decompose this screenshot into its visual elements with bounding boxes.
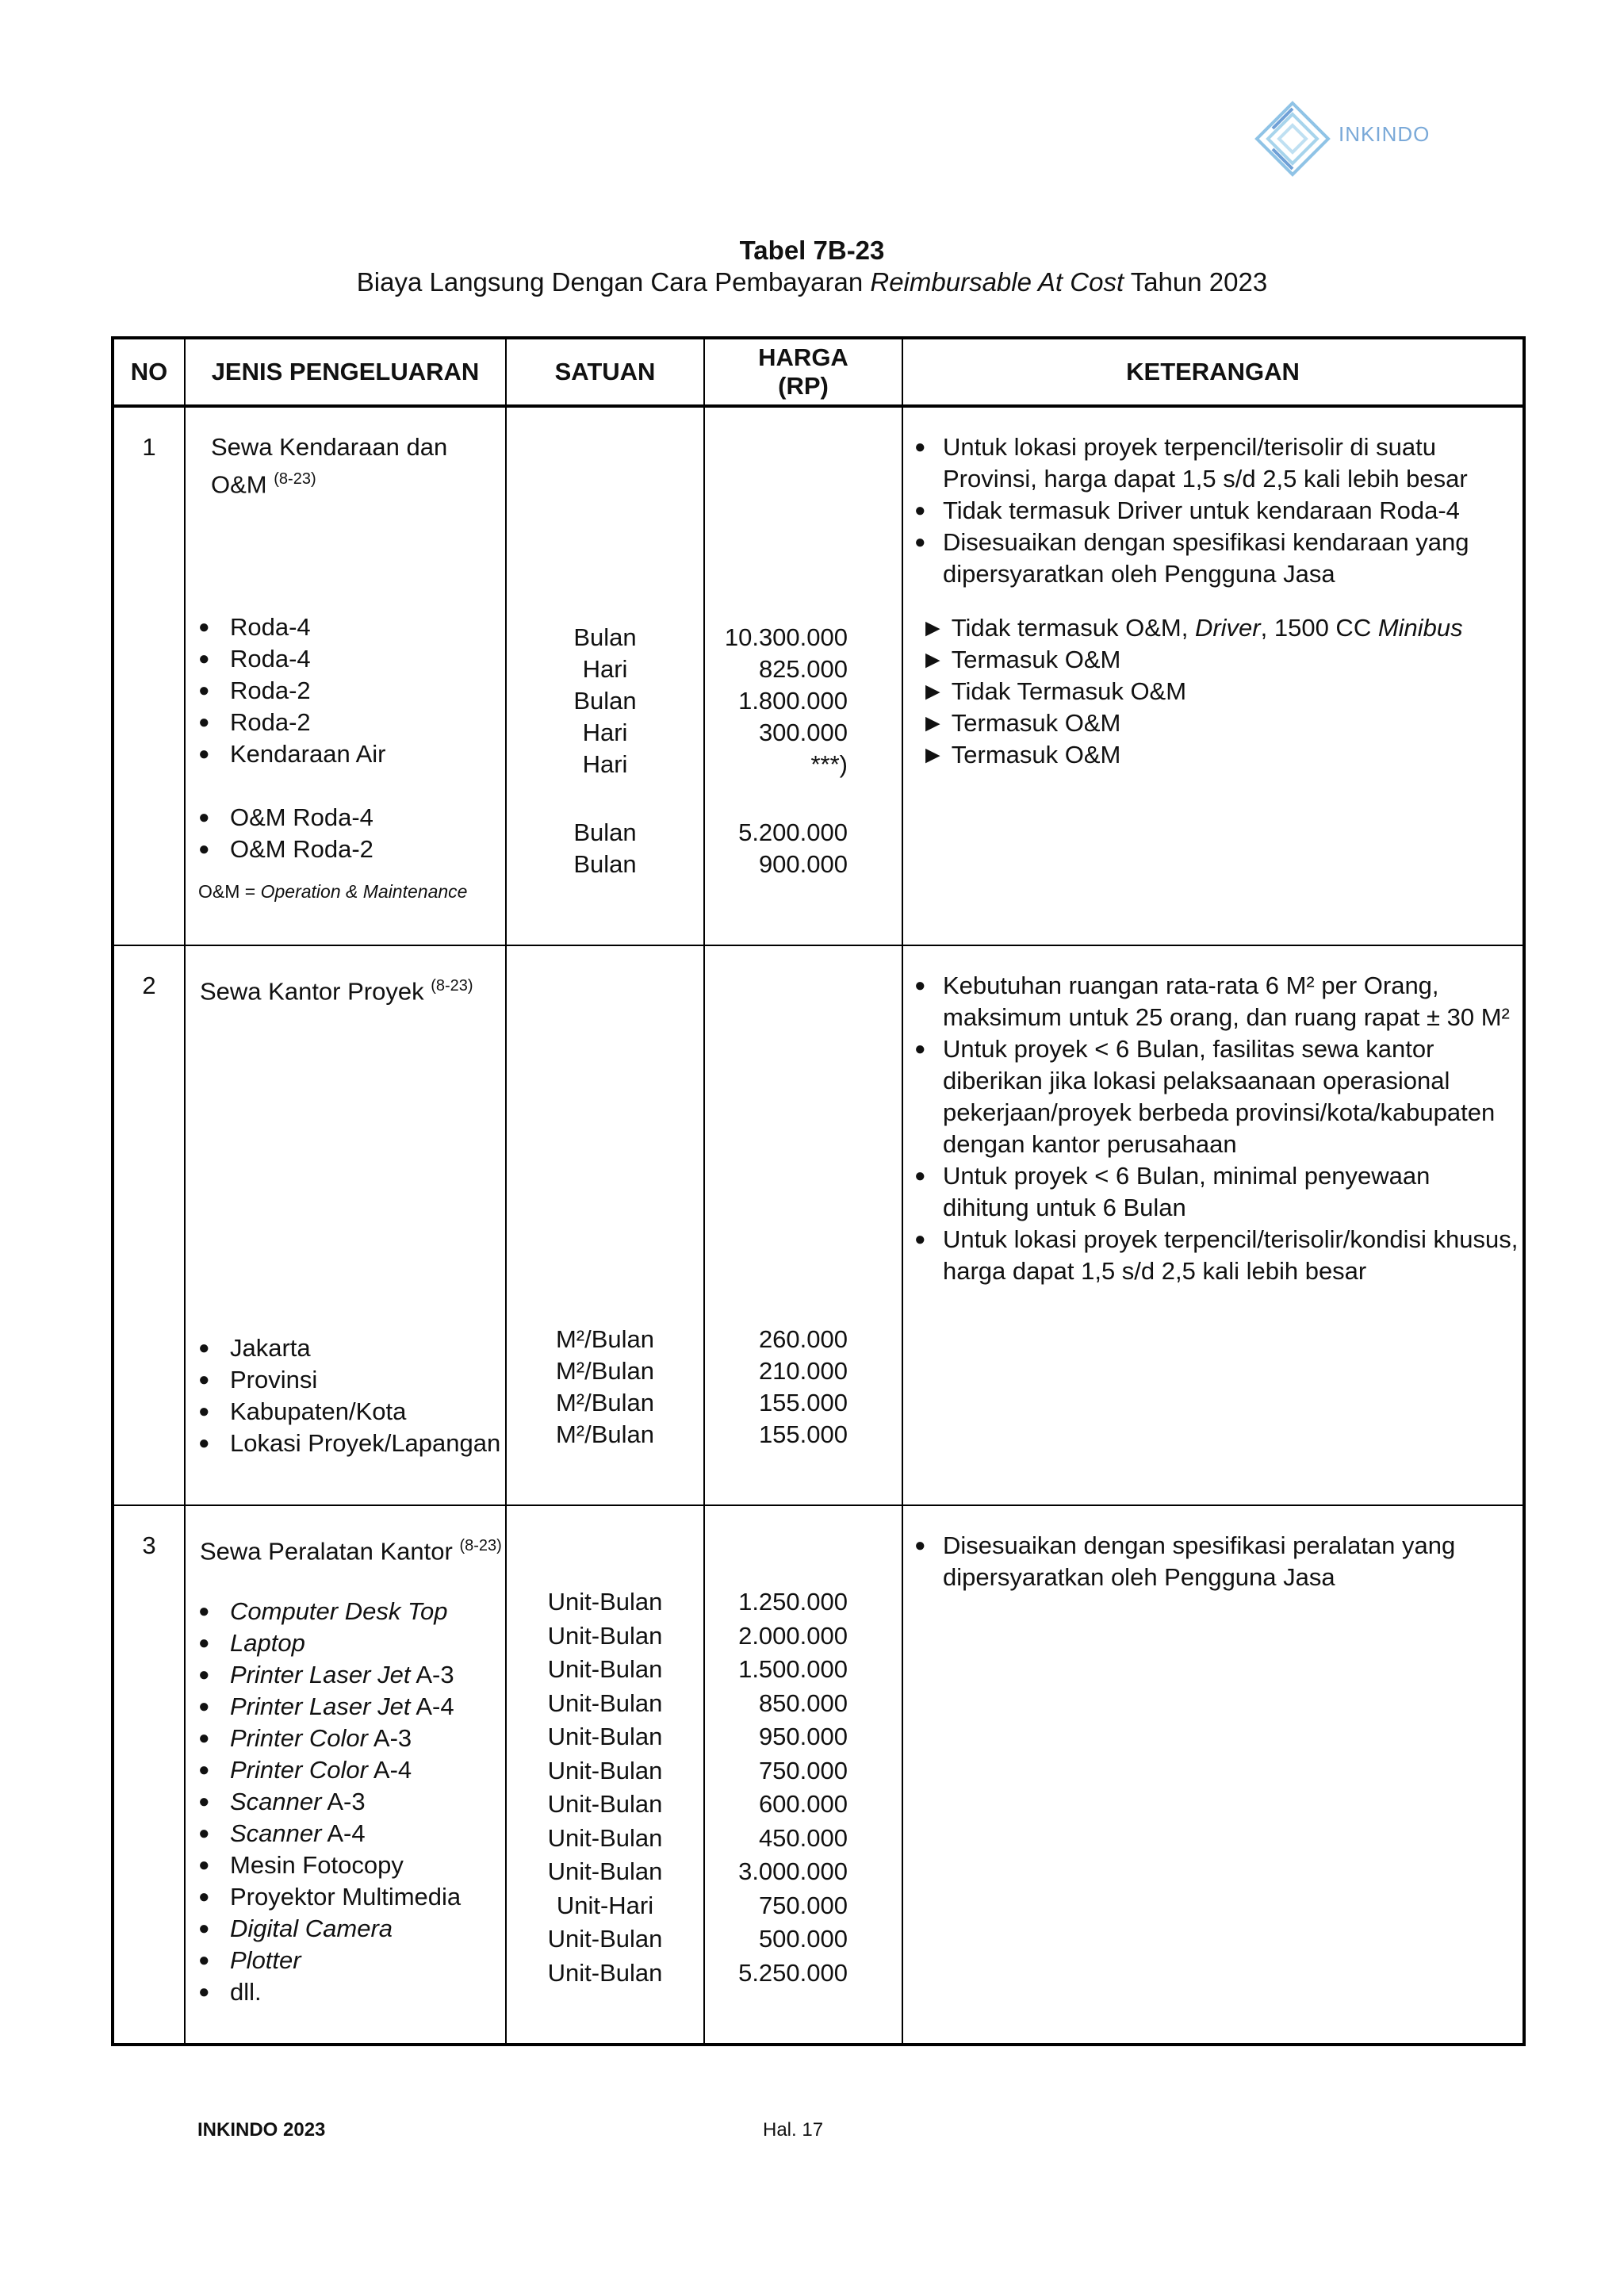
price-value: 260.000 <box>758 1325 848 1353</box>
unit-value: Unit-Bulan <box>547 1688 663 1717</box>
arrow-note: ► Termasuk O&M <box>921 646 1121 673</box>
harga-cell <box>704 945 902 1505</box>
table-subtitle: Biaya Langsung Dengan Cara Pembayaran Reimbursable At Cost Tahun 2023 <box>356 267 1268 297</box>
list-item: ● Jakarta <box>186 1332 505 1364</box>
unit-value: Bulan <box>573 623 637 651</box>
list-item: ● dll. <box>186 1976 505 2008</box>
jenis-cell <box>185 945 506 1505</box>
jenis-cell <box>185 1505 506 2045</box>
header-satuan: SATUAN <box>506 338 704 406</box>
row-number: 3 <box>113 1505 185 2045</box>
price-value: 5.250.000 <box>738 1958 848 1987</box>
inkindo-logo <box>1249 97 1439 184</box>
equipment-list <box>186 1596 505 2008</box>
price-value: ***) <box>810 750 848 778</box>
jenis-cell <box>185 406 506 945</box>
list-item: ● Printer Laser Jet A-4 <box>186 1691 505 1723</box>
harga-cell <box>704 1505 902 2045</box>
list-item: ● Printer Color A-4 <box>186 1754 505 1786</box>
item-title: Sewa Peralatan Kantor $^{(8-23)}$ <box>200 1537 502 1566</box>
list-item: ● Kendaraan Air <box>186 738 505 770</box>
item-title: Sewa Kendaraan dan O&M $^{(8-23)}$ <box>211 433 448 499</box>
unit-value: Unit-Bulan <box>547 1958 663 1987</box>
satuan-cell <box>506 406 704 945</box>
harga-cell <box>704 406 902 945</box>
list-item: ● Roda-2 <box>186 707 505 738</box>
om-list <box>186 802 505 865</box>
inkindo-logo-icon <box>1249 97 1336 184</box>
unit-value: Hari <box>582 655 628 683</box>
note-item: ● Disesuaikan dengan spesifikasi kendaraan yang dipersyaratkan oleh Pengguna Jasa <box>903 527 1522 590</box>
unit-value: Hari <box>582 750 628 778</box>
price-value: 750.000 <box>758 1756 848 1784</box>
list-item: ● O&M Roda-4 <box>186 802 505 834</box>
list-item: ● Roda-4 <box>186 643 505 675</box>
list-item: ● Kabupaten/Kota <box>186 1396 505 1428</box>
office-location-list <box>186 1332 505 1459</box>
keterangan-cell <box>902 1505 1524 2045</box>
price-value: 850.000 <box>758 1688 848 1717</box>
list-item: ● Scanner A-3 <box>186 1786 505 1818</box>
price-value: 300.000 <box>758 719 848 746</box>
unit-value: Unit-Bulan <box>547 1621 663 1650</box>
om-footnote: O&M = Operation & Maintenance <box>198 881 468 903</box>
vehicle-list <box>186 611 505 770</box>
note-item: ● Untuk proyek < 6 Bulan, fasilitas sewa kantor diberikan jika lokasi pelaksaanaan operasional pekerjaan/proyek berbeda provinsi/kota/kabupaten dengan kantor perusahaan <box>903 1033 1522 1160</box>
table-title: Tabel 7B-23 <box>739 236 885 265</box>
unit-value: Unit-Bulan <box>547 1790 663 1818</box>
note-item: ● Kebutuhan ruangan rata-rata 6 M² per Orang, maksimum untuk 25 orang, dan ruang rapat ± 30 M² <box>903 970 1522 1033</box>
arrow-icon: ► <box>921 741 945 769</box>
price-value: 500.000 <box>758 1925 848 1953</box>
item-title: Sewa Kantor Proyek $^{(8-23)}$ <box>200 977 473 1006</box>
satuan-cell <box>506 945 704 1505</box>
unit-value: Unit-Bulan <box>547 1925 663 1953</box>
table-row <box>113 945 1524 1505</box>
price-value: 210.000 <box>758 1357 848 1385</box>
price-value: 3.000.000 <box>738 1857 848 1885</box>
footer-org: INKINDO 2023 <box>197 2119 326 2141</box>
list-item: ● Computer Desk Top <box>186 1596 505 1627</box>
unit-value: Bulan <box>573 687 637 715</box>
header-harga: HARGA (RP) <box>704 338 902 406</box>
price-value: 600.000 <box>758 1790 848 1818</box>
header-jenis: JENIS PENGELUARAN <box>185 338 506 406</box>
table-row <box>113 406 1524 945</box>
price-value: 155.000 <box>758 1420 848 1448</box>
keterangan-cell <box>902 945 1524 1505</box>
satuan-cell <box>506 1505 704 2045</box>
unit-value: M²/Bulan <box>555 1420 655 1448</box>
unit-value: Unit-Bulan <box>547 1588 663 1616</box>
list-item: ● Printer Laser Jet A-3 <box>186 1659 505 1691</box>
list-item: ● Printer Color A-3 <box>186 1723 505 1754</box>
list-item: ● Scanner A-4 <box>186 1818 505 1849</box>
unit-value: Unit-Hari <box>556 1891 654 1919</box>
unit-value: Unit-Bulan <box>547 1823 663 1852</box>
list-item: ● Digital Camera <box>186 1913 505 1945</box>
price-value: 1.500.000 <box>738 1655 848 1683</box>
list-item: ● Mesin Fotocopy <box>186 1849 505 1881</box>
list-item: ● Roda-4 <box>186 611 505 643</box>
arrow-icon: ► <box>921 646 945 673</box>
note-item: ● Disesuaikan dengan spesifikasi peralatan yang dipersyaratkan oleh Pengguna Jasa <box>903 1530 1522 1593</box>
arrow-icon: ► <box>921 614 945 642</box>
notes-list <box>903 431 1522 590</box>
unit-value: M²/Bulan <box>555 1357 655 1385</box>
row-number: 2 <box>113 945 185 1505</box>
arrow-note: ► Tidak Termasuk O&M <box>921 677 1187 705</box>
page-number: Hal. 17 <box>763 2119 824 2141</box>
keterangan-cell <box>902 406 1524 945</box>
arrow-note: ► Tidak termasuk O&M, Driver, 1500 CC Minibus <box>921 614 1463 642</box>
price-value: 155.000 <box>758 1389 848 1416</box>
unit-value: Bulan <box>573 818 637 846</box>
price-value: 1.800.000 <box>738 687 848 715</box>
price-value: 900.000 <box>758 850 848 878</box>
unit-value: Bulan <box>573 850 637 878</box>
unit-value: Unit-Bulan <box>547 1655 663 1683</box>
note-item: ● Untuk proyek < 6 Bulan, minimal penyewaan dihitung untuk 6 Bulan <box>903 1160 1522 1224</box>
list-item: ● Roda-2 <box>186 675 505 707</box>
price-value: 5.200.000 <box>738 818 848 846</box>
arrow-icon: ► <box>921 677 945 705</box>
row-number: 1 <box>113 406 185 945</box>
arrow-note: ► Termasuk O&M <box>921 709 1121 737</box>
price-value: 2.000.000 <box>738 1621 848 1650</box>
arrow-icon: ► <box>921 709 945 737</box>
price-value: 825.000 <box>758 655 848 683</box>
unit-value: Hari <box>582 719 628 746</box>
logo-text: INKINDO <box>1339 122 1431 146</box>
table-header-row <box>113 338 1524 406</box>
price-value: 1.250.000 <box>738 1588 848 1616</box>
notes-list <box>903 970 1522 1287</box>
arrow-note: ► Termasuk O&M <box>921 741 1121 769</box>
list-item: ● O&M Roda-2 <box>186 834 505 865</box>
header-keterangan: KETERANGAN <box>902 338 1524 406</box>
notes-list <box>903 1530 1522 1593</box>
note-item: ● Untuk lokasi proyek terpencil/terisolir di suatu Provinsi, harga dapat 1,5 s/d 2,5 kali lebih besar <box>903 431 1522 495</box>
price-value: 950.000 <box>758 1723 848 1750</box>
unit-value: M²/Bulan <box>555 1389 655 1416</box>
list-item: ● Proyektor Multimedia <box>186 1881 505 1913</box>
list-item: ● Lokasi Proyek/Lapangan <box>186 1428 505 1459</box>
header-no: NO <box>113 338 185 406</box>
price-value: 750.000 <box>758 1891 848 1919</box>
price-value: 450.000 <box>758 1823 848 1852</box>
unit-value: Unit-Bulan <box>547 1857 663 1885</box>
note-item: ● Untuk lokasi proyek terpencil/terisolir/kondisi khusus, harga dapat 1,5 s/d 2,5 kali lebih besar <box>903 1224 1522 1287</box>
list-item: ● Laptop <box>186 1627 505 1659</box>
unit-value: Unit-Bulan <box>547 1723 663 1750</box>
cost-table <box>111 336 1526 2046</box>
unit-value: M²/Bulan <box>555 1325 655 1353</box>
note-item: ● Tidak termasuk Driver untuk kendaraan Roda-4 <box>903 495 1522 527</box>
list-item: ● Provinsi <box>186 1364 505 1396</box>
price-value: 10.300.000 <box>724 623 848 651</box>
unit-value: Unit-Bulan <box>547 1756 663 1784</box>
list-item: ● Plotter <box>186 1945 505 1976</box>
table-row <box>113 1505 1524 2045</box>
